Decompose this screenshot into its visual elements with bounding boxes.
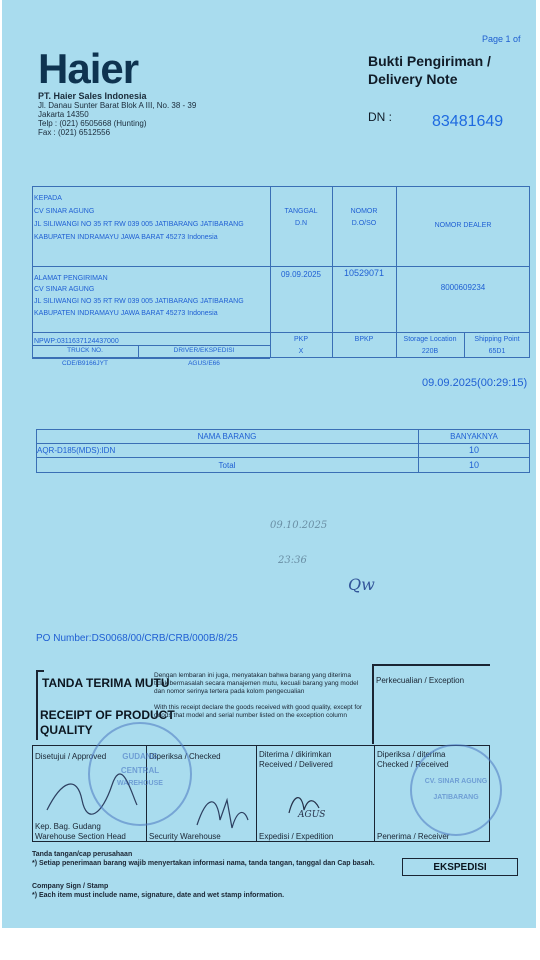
bpkp-label: BPKP bbox=[354, 336, 374, 343]
head-line-2: Warehouse Section Head bbox=[35, 832, 126, 841]
driver-label: DRIVER/EKSPEDISI bbox=[173, 347, 235, 354]
head-label bbox=[35, 822, 126, 842]
date-value: 09.09.2025 bbox=[280, 270, 322, 279]
kepada-label: KEPADA bbox=[34, 195, 62, 202]
kepada-block bbox=[34, 194, 244, 242]
document-title bbox=[368, 52, 491, 88]
handwritten-signature: Qw bbox=[348, 575, 375, 594]
divider bbox=[374, 745, 375, 842]
receipt-quality: QUALITY bbox=[40, 723, 93, 737]
alamat-address-2: KABUPATEN INDRAMAYU JAWA BARAT 45273 Indonesia bbox=[34, 310, 218, 317]
checked-received-line-2: Checked / Received bbox=[377, 760, 449, 769]
total-value: 10 bbox=[468, 460, 479, 470]
company-fax: Fax : (021) 6512556 bbox=[38, 128, 111, 137]
approved-label: Disetujui / Approved bbox=[35, 752, 107, 761]
divider bbox=[32, 358, 270, 359]
company-block bbox=[38, 92, 196, 137]
dn-number: 83481649 bbox=[432, 113, 504, 130]
receiver-label: Penerima / Receiver bbox=[377, 832, 450, 841]
divider bbox=[36, 443, 530, 444]
po-number: PO Number:DS0068/00/CRB/CRB/000B/8/25 bbox=[36, 633, 238, 644]
alamat-label: ALAMAT PENGIRIMAN bbox=[34, 275, 108, 282]
title-line-2: Delivery Note bbox=[368, 71, 458, 87]
receipt-text: With this receipt declare the goods received with good quality, except for goods that model and serial number listed on the exception column bbox=[154, 704, 362, 719]
company-sign-label: Company Sign / Stamp bbox=[32, 883, 109, 890]
print-timestamp: 09.09.2025(00:29:15) bbox=[422, 377, 528, 389]
tanggal-sub: D.N bbox=[294, 220, 308, 227]
truck-label: TRUCK NO. bbox=[67, 347, 103, 354]
signature-checked-scribble bbox=[192, 790, 252, 835]
ekspedisi-box: EKSPEDISI bbox=[402, 858, 518, 876]
gudang-stamp bbox=[88, 722, 192, 826]
pkp-value: X bbox=[298, 348, 304, 355]
shipping-label: Shipping Point bbox=[474, 336, 520, 343]
company-telp: Telp : (021) 6505668 (Hunting) bbox=[38, 119, 147, 128]
tanda-text: Dengan lembaran ini juga, menyatakan bahwa barang yang diterima tidak bermasalah secara manajemen mutu, kecuali barang yang model dan nomor serinya tertera pada kolom pengecualian bbox=[154, 672, 359, 695]
company-address-1: Jl. Danau Sunter Barat Blok A III, No. 38 - 39 bbox=[38, 101, 197, 110]
divider bbox=[396, 186, 397, 358]
bracket-top bbox=[36, 670, 44, 672]
tanda-terima-mutu: TANDA TERIMA MUTU bbox=[42, 676, 170, 690]
item-name: AQR-D185(MDS):IDN bbox=[37, 446, 116, 455]
tanggal-label: TANGGAL bbox=[284, 208, 318, 215]
col-banyaknya: BANYAKNYA bbox=[450, 432, 498, 441]
head-line-1: Kep. Bag. Gudang bbox=[35, 822, 101, 831]
dn-label: DN : bbox=[368, 110, 392, 124]
gudang-stamp-text-3: WAREHOUSE bbox=[117, 780, 163, 787]
gudang-stamp-text-1: GUDANG bbox=[122, 752, 158, 761]
footer-notes bbox=[32, 850, 375, 900]
signature-received-scribble bbox=[284, 788, 324, 818]
title-line-1: Bukti Pengiriman / bbox=[368, 53, 491, 69]
tanggal-header bbox=[270, 208, 332, 227]
kepada-address-1: JL SILIWANGI NO 35 RT RW 039 005 JATIBARANG JATIBARANG bbox=[34, 221, 244, 228]
checked-label: Diperiksa / Checked bbox=[149, 752, 221, 761]
haier-logo: Haier bbox=[38, 45, 139, 92]
received-line-2: Received / Delivered bbox=[259, 760, 333, 769]
kepada-address-2: KABUPATEN INDRAMAYU JAWA BARAT 45273 Indonesia bbox=[34, 234, 218, 241]
delivery-note-sheet bbox=[2, 0, 536, 928]
receipt-of-product: RECEIPT OF PRODUCT bbox=[40, 708, 175, 722]
gudang-stamp-text-2: CENTRAL bbox=[120, 766, 160, 775]
handwritten-date: 09.10.2025 bbox=[270, 520, 328, 531]
kepada-name: CV SINAR AGUNG bbox=[34, 208, 95, 215]
checked-received-line-1: Diperiksa / diterima bbox=[377, 750, 446, 759]
exception-top bbox=[372, 664, 490, 666]
bracket-left bbox=[36, 670, 38, 740]
do-number: 10529071 bbox=[343, 268, 385, 278]
divider bbox=[32, 266, 530, 267]
sinar-agung-stamp bbox=[410, 744, 502, 836]
exception-border bbox=[372, 664, 374, 744]
received-label bbox=[259, 750, 333, 770]
divider bbox=[256, 745, 257, 842]
sinar-stamp-text: CV. SINAR AGUNG bbox=[424, 778, 488, 785]
npwp: NPWP:0311637124437000 bbox=[34, 338, 119, 345]
company-name: PT. Haier Sales Indonesia bbox=[38, 91, 147, 101]
divider bbox=[32, 332, 530, 333]
storage-label: Storage Location bbox=[403, 336, 457, 343]
col-nama-barang: NAMA BARANG bbox=[197, 432, 257, 441]
nomor-header bbox=[332, 208, 396, 227]
storage-value: 220B bbox=[421, 348, 439, 355]
received-line-1: Diterima / dikirimkan bbox=[259, 750, 332, 759]
alamat-block bbox=[34, 274, 244, 318]
expedisi-label: Expedisi / Expedition bbox=[259, 832, 334, 841]
pkp-label: PKP bbox=[293, 336, 308, 343]
alamat-name: CV SINAR AGUNG bbox=[34, 286, 95, 293]
divider bbox=[36, 457, 530, 458]
dealer-header: NOMOR DEALER bbox=[434, 222, 492, 229]
jatibarang-stamp-text: JATIBARANG bbox=[433, 794, 479, 801]
alamat-address-1: JL SILIWANGI NO 35 RT RW 039 005 JATIBARANG JATIBARANG bbox=[34, 298, 244, 305]
item-qty: 10 bbox=[468, 445, 479, 455]
note-english: *) Each item must include name, signature, date and wet stamp information. bbox=[32, 892, 285, 899]
tanda-tangan-label: Tanda tangan/cap perusahaan bbox=[32, 851, 133, 858]
note-indonesian: *) Setiap penerimaan barang wajib menyertakan informasi nama, tanda tangan, tanggal dan Cap basah. bbox=[32, 860, 375, 867]
driver-value: AGUS/E66 bbox=[188, 360, 220, 367]
shipping-value: 65D1 bbox=[488, 348, 506, 355]
page-number: Page 1 of bbox=[482, 34, 521, 44]
nomor-sub: D.O/SO bbox=[351, 220, 377, 227]
total-label: Total bbox=[218, 461, 236, 470]
exception-label: Perkecualian / Exception bbox=[376, 676, 465, 685]
security-label: Security Warehouse bbox=[149, 832, 221, 841]
nomor-label: NOMOR bbox=[350, 208, 378, 215]
signature-agus: AGUS bbox=[298, 810, 326, 820]
handwritten-time: 23:36 bbox=[278, 555, 307, 566]
truck-value: CDE/B9166JYT bbox=[62, 360, 108, 367]
dealer-number: 8000609234 bbox=[440, 283, 486, 292]
company-address-2: Jakarta 14350 bbox=[38, 110, 89, 119]
